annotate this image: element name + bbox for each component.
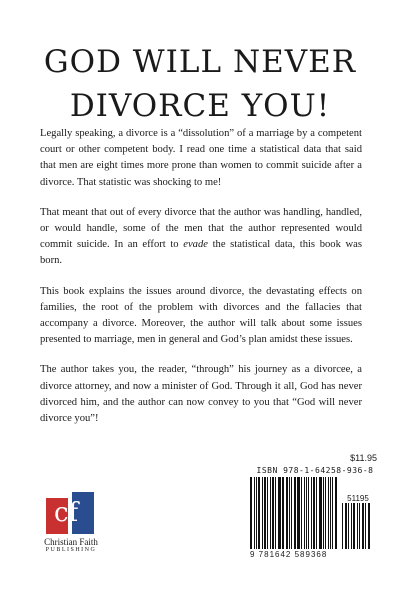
blurb-paragraph: Legally speaking, a divorce is a “dissolution” of a marriage by a competent court or other competent body. I read one time a statistical data that said that men are eight times more prone than women to commit suicide after a divorce. That statistic was shocking to me!	[40, 128, 362, 188]
barcode-addon-bar	[351, 503, 352, 549]
barcode-addon-bar	[348, 503, 349, 549]
barcode-bar	[264, 477, 266, 549]
barcode-bar	[332, 477, 333, 549]
blurb-paragraph: That meant that out of every divorce that the author was handling, handled, or would handle, some of the men that the author represented would commit suicide. In an effort to evade the statistical data, this book was born.	[40, 206, 362, 267]
barcode-bar	[278, 477, 281, 549]
barcode-bar	[297, 477, 300, 549]
barcode-bar	[304, 477, 305, 549]
barcode-addon-bar	[345, 503, 347, 549]
barcode-bar	[335, 477, 337, 549]
barcode-bar	[294, 477, 296, 549]
barcode-number: 9 781642 589368	[250, 550, 328, 559]
publisher-logo-mark	[46, 492, 96, 536]
barcode-bar	[325, 477, 326, 549]
price-label: $11.95	[350, 453, 377, 463]
barcode-bar	[316, 477, 317, 549]
barcode-bar	[282, 477, 283, 549]
barcode-bar	[270, 477, 271, 549]
blurb-paragraph: The author takes you, the reader, “through” his journey as a divorcee, a divorce attorney, and now a minister of God. Through it all, God has never divorced him, and the author can now convey to you that “God will never divorce you”!	[40, 364, 362, 425]
barcode-bars-row	[250, 477, 380, 549]
barcode-bar	[330, 477, 331, 549]
emphasis-word: evade	[183, 239, 208, 251]
barcode-bar	[308, 477, 309, 549]
barcode-bar	[313, 477, 315, 549]
barcode-addon-bars	[342, 503, 374, 549]
barcode-bar	[291, 477, 292, 549]
addon-code: 51195	[347, 494, 369, 503]
barcode-bar	[256, 477, 257, 549]
blurb	[40, 126, 362, 441]
isbn-text: ISBN 978-1-64258-936-8	[256, 466, 374, 475]
barcode-addon-bar	[357, 503, 358, 549]
book-title	[0, 40, 400, 128]
logo-letters: cf	[54, 498, 79, 528]
title-line-1: GOD WILL NEVER	[43, 44, 357, 80]
title-line-2: DIVORCE YOU!	[69, 88, 331, 124]
barcode-bar	[272, 477, 274, 549]
barcode-bar	[286, 477, 288, 549]
barcode-addon-bar	[362, 503, 364, 549]
barcode-bar	[262, 477, 263, 549]
barcode-bar	[311, 477, 312, 549]
barcode-bar	[250, 477, 252, 549]
barcode-addon-bar	[342, 503, 343, 549]
barcode-bar	[283, 477, 284, 549]
publisher-name: Christian Faith	[44, 537, 98, 547]
isbn-barcode	[250, 466, 380, 566]
barcode-addon-bar	[359, 503, 360, 549]
barcode-bar	[254, 477, 255, 549]
barcode-addon-bar	[365, 503, 366, 549]
publisher-logo	[38, 492, 104, 572]
barcode-bar	[301, 477, 302, 549]
barcode-bar	[275, 477, 276, 549]
barcode-bar	[289, 477, 290, 549]
barcode-bar	[267, 477, 268, 549]
barcode-bar	[306, 477, 308, 549]
barcode-bar	[328, 477, 330, 549]
barcode-bar	[258, 477, 261, 549]
barcode-addon	[342, 494, 374, 549]
barcode-addon-bar	[353, 503, 355, 549]
barcode-main-bars	[250, 477, 338, 549]
barcode-addon-bar	[368, 503, 370, 549]
barcode-bar	[323, 477, 324, 549]
publisher-subtitle: PUBLISHING	[45, 547, 97, 553]
barcode-bar	[319, 477, 322, 549]
blurb-paragraph: This book explains the issues around divorce, the devastating effects on families, the root of the problem with divorces and the fallacies that accompany a divorce. Moreover, the author will talk about some issues presented to marriage, men in general and God’s plan amidst these issues.	[40, 285, 362, 346]
